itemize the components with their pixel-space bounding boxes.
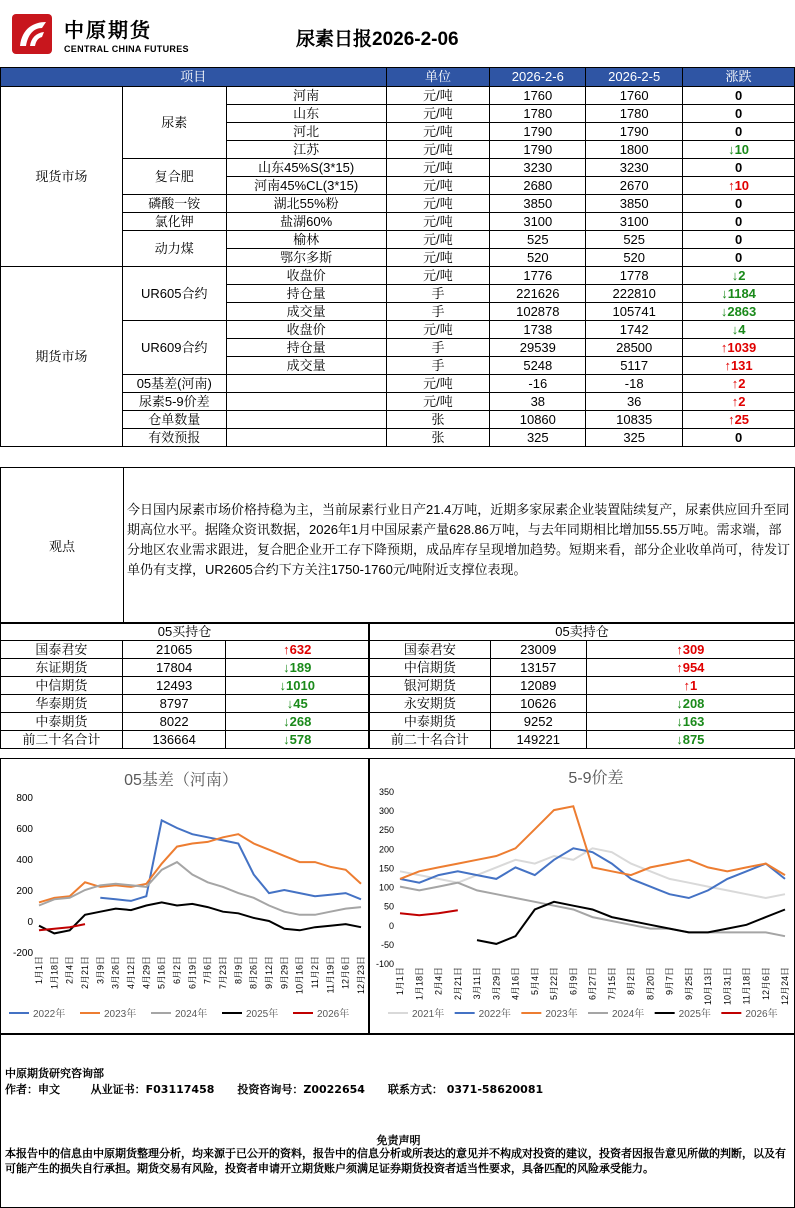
row-value-prev: -18: [586, 375, 683, 393]
disclaimer-title: 免责声明: [376, 1134, 421, 1147]
row-value-today: 1780: [490, 105, 586, 123]
y-tick-label: 100: [378, 882, 394, 893]
futures-row: [1, 267, 795, 285]
y-tick-label: 350: [378, 787, 394, 797]
position-row: [1, 659, 369, 677]
x-tick-label: 11月18日: [741, 967, 752, 1005]
basis-chart: [1, 759, 368, 1033]
y-tick-label: -100: [375, 959, 394, 969]
row-unit: 手: [386, 357, 490, 375]
x-tick-label: 8月26日: [248, 956, 259, 990]
buy-positions-title: 05买持仓: [1, 624, 369, 641]
x-tick-label: 5月16日: [156, 956, 167, 990]
series-line-2025年: [477, 902, 785, 944]
row-name: 05基差(河南): [122, 375, 226, 393]
broker-change: ↓1010: [226, 677, 369, 695]
broker-position: 149221: [490, 731, 586, 749]
legend-label: 2021年: [412, 1009, 445, 1020]
spot-row: [1, 87, 795, 105]
broker-change: ↓578: [226, 731, 369, 749]
row-change: 0: [683, 105, 795, 123]
legend-label: 2025年: [678, 1009, 711, 1020]
series-line-2026年: [39, 924, 85, 930]
position-row: [370, 659, 795, 677]
broker-position: 12493: [122, 677, 226, 695]
row-value-prev: 3100: [586, 213, 683, 231]
broker-change: ↑1: [586, 677, 794, 695]
broker-position: 12089: [490, 677, 586, 695]
x-tick-label: 6月9日: [568, 967, 579, 996]
report-header: [0, 0, 795, 66]
x-tick-label: 6月27日: [587, 967, 598, 1001]
row-name-blank: [226, 393, 386, 411]
x-tick-label: 1月18日: [49, 956, 60, 990]
position-row: [1, 695, 369, 713]
row-name: 河南: [226, 87, 386, 105]
y-tick-label: 0: [27, 917, 33, 928]
row-unit: 元/吨: [386, 213, 490, 231]
x-tick-label: 3月9日: [95, 956, 106, 985]
broker-change: ↓163: [586, 713, 794, 731]
report-title: 尿素日报2026-2-06: [296, 29, 459, 50]
x-tick-label: 7月15日: [606, 967, 617, 1001]
group-label: 复合肥: [122, 159, 226, 195]
x-tick-label: 2月4日: [433, 967, 444, 996]
x-tick-label: 3月11日: [472, 967, 482, 1000]
row-change: 0: [683, 231, 795, 249]
row-change: 0: [683, 429, 795, 447]
disclaimer-text: 本报告中的信息由中原期货整理分析，均来源于已公开的资料，报告中的信息分析或所表达的意见并不构成对投资的建议，投资者因报告意见所做的判断，以及有可能产生的损失自行承担。期货交易有风险，投资者申请开立期货账户须满足证券期货投资者适当性要求，具备匹配的风险承受能力。: [5, 1147, 786, 1175]
y-tick-label: 200: [378, 844, 394, 855]
row-name: 榆林: [226, 231, 386, 249]
row-unit: 元/吨: [386, 375, 490, 393]
row-name: 山东45%S(3*15): [226, 159, 386, 177]
y-tick-label: 300: [378, 806, 394, 817]
series-line-2023年: [39, 834, 361, 902]
row-name: 河北: [226, 123, 386, 141]
broker-name: 前二十名合计: [1, 731, 123, 749]
row-change: ↑2: [683, 375, 795, 393]
y-tick-label: 600: [16, 824, 33, 835]
row-name: 持仓量: [226, 285, 386, 303]
position-row: [370, 731, 795, 749]
y-tick-label: 0: [388, 920, 394, 931]
x-tick-label: 2月21日: [452, 967, 463, 1001]
position-row: [1, 641, 369, 659]
report-footer: [0, 1034, 795, 1208]
legend-label: 2026年: [317, 1009, 350, 1020]
broker-position: 13157: [490, 659, 586, 677]
x-tick-label: 6月19日: [187, 956, 198, 990]
broker-position: 23009: [490, 641, 586, 659]
y-tick-label: -50: [380, 939, 394, 950]
x-tick-label: 3月29日: [491, 967, 502, 1001]
row-value-today: 520: [490, 249, 586, 267]
row-value-prev: 525: [586, 231, 683, 249]
broker-change: ↓268: [226, 713, 369, 731]
broker-position: 8797: [122, 695, 226, 713]
legend-label: 2022年: [33, 1009, 66, 1020]
row-unit: 元/吨: [386, 177, 490, 195]
row-change: 0: [683, 213, 795, 231]
price-table: [0, 67, 795, 447]
broker-name: 银河期货: [370, 677, 491, 695]
row-unit: 张: [386, 429, 490, 447]
row-unit: 元/吨: [386, 249, 490, 267]
x-tick-label: 7月23日: [218, 956, 228, 990]
x-tick-label: 1月1日: [395, 967, 405, 996]
row-value-prev: 1760: [586, 87, 683, 105]
row-name: 山东: [226, 105, 386, 123]
row-value-today: 38: [490, 393, 586, 411]
row-value-prev: 1800: [586, 141, 683, 159]
row-name: 成交量: [226, 303, 386, 321]
broker-position: 8022: [122, 713, 226, 731]
row-change: ↑25: [683, 411, 795, 429]
row-value-today: 3850: [490, 195, 586, 213]
row-name: 盐湖60%: [226, 213, 386, 231]
position-row: [370, 641, 795, 659]
broker-change: ↑309: [586, 641, 794, 659]
row-change: ↑131: [683, 357, 795, 375]
legend-label: 2025年: [246, 1009, 279, 1020]
broker-position: 136664: [122, 731, 226, 749]
broker-change: ↓208: [586, 695, 794, 713]
row-change: ↓2: [683, 267, 795, 285]
row-value-prev: 222810: [586, 285, 683, 303]
x-tick-label: 12月6日: [760, 967, 771, 1001]
position-row: [370, 713, 795, 731]
legend-label: 2024年: [612, 1009, 645, 1020]
row-name: 有效预报: [122, 429, 226, 447]
section-label: 期货市场: [1, 267, 123, 447]
y-tick-label: 150: [378, 863, 394, 874]
row-value-today: 10860: [490, 411, 586, 429]
row-value-today: 2680: [490, 177, 586, 195]
series-line-2023年: [400, 806, 785, 879]
x-tick-label: 11月2日: [310, 956, 320, 989]
row-change: ↑2: [683, 393, 795, 411]
broker-position: 9252: [490, 713, 586, 731]
y-tick-label: 200: [16, 886, 33, 897]
row-value-prev: 520: [586, 249, 683, 267]
legend-label: 2026年: [745, 1009, 778, 1020]
broker-name: 华泰期货: [1, 695, 123, 713]
x-tick-label: 2月21日: [80, 956, 90, 990]
x-tick-label: 3月26日: [110, 956, 121, 990]
row-value-prev: 1778: [586, 267, 683, 285]
broker-name: 中信期货: [370, 659, 491, 677]
x-tick-label: 1月1日: [34, 956, 44, 985]
row-value-today: 525: [490, 231, 586, 249]
x-tick-label: 6月2日: [172, 956, 182, 985]
row-value-today: 29539: [490, 339, 586, 357]
row-value-today: 1760: [490, 87, 586, 105]
broker-position: 10626: [490, 695, 586, 713]
x-tick-label: 12月6日: [340, 956, 351, 990]
row-value-today: 3230: [490, 159, 586, 177]
chart-title: 05基差（河南）: [124, 772, 238, 789]
row-name-blank: [226, 429, 386, 447]
position-row: [1, 677, 369, 695]
broker-name: 前二十名合计: [370, 731, 491, 749]
spread-chart-frame: [369, 758, 795, 1034]
row-value-prev: 10835: [586, 411, 683, 429]
group-label: 氯化钾: [122, 213, 226, 231]
row-change: ↓1184: [683, 285, 795, 303]
row-unit: 手: [386, 303, 490, 321]
row-value-prev: 325: [586, 429, 683, 447]
row-value-prev: 2670: [586, 177, 683, 195]
row-change: ↑1039: [683, 339, 795, 357]
broker-change: ↓189: [226, 659, 369, 677]
row-change: ↓10: [683, 141, 795, 159]
row-change: 0: [683, 159, 795, 177]
row-value-today: 325: [490, 429, 586, 447]
x-tick-label: 10月16日: [294, 956, 305, 995]
row-change: 0: [683, 195, 795, 213]
sell-positions-title: 05卖持仓: [370, 624, 795, 641]
x-tick-label: 4月29日: [141, 956, 152, 990]
row-value-today: 3100: [490, 213, 586, 231]
market-view: [0, 467, 795, 623]
row-value-prev: 3850: [586, 195, 683, 213]
basis-chart-frame: [0, 758, 369, 1034]
series-line-2021年: [400, 848, 785, 898]
row-name: 收盘价: [226, 321, 386, 339]
row-unit: 元/吨: [386, 87, 490, 105]
position-row: [370, 695, 795, 713]
group-label: 尿素: [122, 87, 226, 159]
row-unit: 手: [386, 339, 490, 357]
row-unit: 元/吨: [386, 123, 490, 141]
logo-english-name: CENTRAL CHINA FUTURES: [64, 44, 189, 54]
row-value-prev: 1790: [586, 123, 683, 141]
row-name-blank: [226, 411, 386, 429]
header-item: 项目: [1, 68, 387, 87]
row-value-today: 1790: [490, 141, 586, 159]
row-change: 0: [683, 123, 795, 141]
group-label: 动力煤: [122, 231, 226, 267]
row-value-today: 221626: [490, 285, 586, 303]
broker-position: 17804: [122, 659, 226, 677]
legend-label: 2024年: [175, 1009, 208, 1020]
broker-name: 中信期货: [1, 677, 123, 695]
row-value-prev: 3230: [586, 159, 683, 177]
row-name: 尿素5-9价差: [122, 393, 226, 411]
position-row: [1, 731, 369, 749]
x-tick-label: 9月29日: [279, 956, 290, 990]
x-tick-label: 9月12日: [264, 956, 274, 990]
sell-positions-table: [369, 623, 795, 749]
row-unit: 元/吨: [386, 195, 490, 213]
broker-name: 中泰期货: [370, 713, 491, 731]
row-name: 收盘价: [226, 267, 386, 285]
row-unit: 元/吨: [386, 393, 490, 411]
x-tick-label: 8月2日: [626, 967, 636, 996]
broker-change: ↓45: [226, 695, 369, 713]
row-value-today: -16: [490, 375, 586, 393]
x-tick-label: 4月16日: [510, 967, 521, 1001]
y-tick-label: 800: [16, 793, 33, 804]
row-name-blank: [226, 375, 386, 393]
row-change: ↑10: [683, 177, 795, 195]
x-tick-label: 4月12日: [126, 956, 136, 990]
row-name: 成交量: [226, 357, 386, 375]
x-tick-label: 8月9日: [233, 956, 244, 985]
x-tick-label: 10月31日: [722, 967, 733, 1006]
header-date1: 2026-2-6: [490, 68, 586, 87]
row-value-today: 1776: [490, 267, 586, 285]
row-name: 鄂尔多斯: [226, 249, 386, 267]
row-value-today: 1790: [490, 123, 586, 141]
broker-change: ↓875: [586, 731, 794, 749]
series-line-2025年: [39, 902, 361, 933]
research-dept: 中原期货研究咨询部: [5, 1067, 104, 1080]
broker-position: 21065: [122, 641, 226, 659]
row-value-today: 5248: [490, 357, 586, 375]
section-label: 现货市场: [1, 87, 123, 267]
buy-positions-table: [0, 623, 369, 749]
broker-change: ↑954: [586, 659, 794, 677]
x-tick-label: 9月7日: [664, 967, 675, 996]
header-unit: 单位: [386, 68, 490, 87]
row-unit: 元/吨: [386, 231, 490, 249]
x-tick-label: 11月19日: [325, 956, 336, 994]
chart-title: 5-9价差: [568, 770, 624, 787]
row-change: 0: [683, 249, 795, 267]
y-tick-label: 400: [16, 855, 33, 866]
row-unit: 元/吨: [386, 321, 490, 339]
broker-change: ↑632: [226, 641, 369, 659]
header-change: 涨跌: [683, 68, 795, 87]
company-logo-icon: [12, 14, 52, 54]
row-unit: 元/吨: [386, 267, 490, 285]
x-tick-label: 12月23日: [356, 956, 366, 995]
legend-label: 2022年: [478, 1009, 511, 1020]
group-label: UR609合约: [122, 321, 226, 375]
series-line-2022年: [100, 820, 361, 901]
broker-name: 国泰君安: [1, 641, 123, 659]
row-value-prev: 28500: [586, 339, 683, 357]
row-change: ↓2863: [683, 303, 795, 321]
row-value-prev: 1780: [586, 105, 683, 123]
row-value-prev: 5117: [586, 357, 683, 375]
x-tick-label: 12月24日: [780, 967, 790, 1006]
y-tick-label: -200: [12, 948, 33, 959]
row-value-prev: 1742: [586, 321, 683, 339]
x-tick-label: 2月4日: [64, 956, 75, 985]
y-tick-label: 50: [383, 901, 394, 912]
broker-name: 国泰君安: [370, 641, 491, 659]
row-unit: 张: [386, 411, 490, 429]
y-tick-label: 250: [378, 825, 394, 836]
row-unit: 元/吨: [386, 105, 490, 123]
series-line-2024年: [39, 862, 361, 915]
position-row: [370, 677, 795, 695]
view-text: 今日国内尿素市场价格持稳为主，当前尿素行业日产21.4万吨，近期多家尿素企业装置陆续复产，尿素供应回升至同期高位水平。据隆众资讯数据，2026年1月中国尿素产量628.86万吨，与去年同期相比增加55.55万吨。需求端，部分地区农业需求跟进，复合肥企业开工存下降预期，成品库存呈现增加趋势。短期来看，部分企业收单尚可，待发订单仍有支撑，UR2605合约下方关注1750-1760元/吨附近支撑位表现。: [127, 502, 791, 577]
broker-name: 东证期货: [1, 659, 123, 677]
row-name: 仓单数量: [122, 411, 226, 429]
legend-label: 2023年: [104, 1009, 137, 1020]
table-header-row: [1, 68, 795, 87]
row-value-today: 1738: [490, 321, 586, 339]
row-unit: 元/吨: [386, 141, 490, 159]
spread-chart: [370, 759, 794, 1033]
broker-name: 永安期货: [370, 695, 491, 713]
row-name: 持仓量: [226, 339, 386, 357]
series-line-2026年: [400, 910, 458, 915]
broker-name: 中泰期货: [1, 713, 123, 731]
row-unit: 元/吨: [386, 159, 490, 177]
x-tick-label: 7月6日: [202, 956, 213, 985]
row-unit: 手: [386, 285, 490, 303]
row-value-prev: 105741: [586, 303, 683, 321]
row-name: 江苏: [226, 141, 386, 159]
x-tick-label: 1月18日: [414, 967, 425, 1001]
header-date2: 2026-2-5: [586, 68, 683, 87]
logo-chinese-name: 中原期货: [64, 20, 152, 42]
row-value-prev: 36: [586, 393, 683, 411]
row-change: 0: [683, 87, 795, 105]
group-label: UR605合约: [122, 267, 226, 321]
row-value-today: 102878: [490, 303, 586, 321]
row-name: 湖北55%粉: [226, 195, 386, 213]
view-label: 观点: [1, 468, 124, 622]
x-tick-label: 9月25日: [683, 967, 694, 1001]
x-tick-label: 8月20日: [645, 967, 656, 1001]
x-tick-label: 10月13日: [703, 967, 713, 1006]
legend-label: 2023年: [545, 1009, 578, 1020]
row-change: ↓4: [683, 321, 795, 339]
author-info: 作者：申文 从业证书：F03117458 投资咨询号：Z0022654 联系方式： 0371-58620081: [5, 1083, 544, 1096]
x-tick-label: 5月22日: [549, 967, 559, 1001]
x-tick-label: 5月4日: [529, 967, 540, 996]
position-row: [1, 713, 369, 731]
group-label: 磷酸一铵: [122, 195, 226, 213]
row-name: 河南45%CL(3*15): [226, 177, 386, 195]
